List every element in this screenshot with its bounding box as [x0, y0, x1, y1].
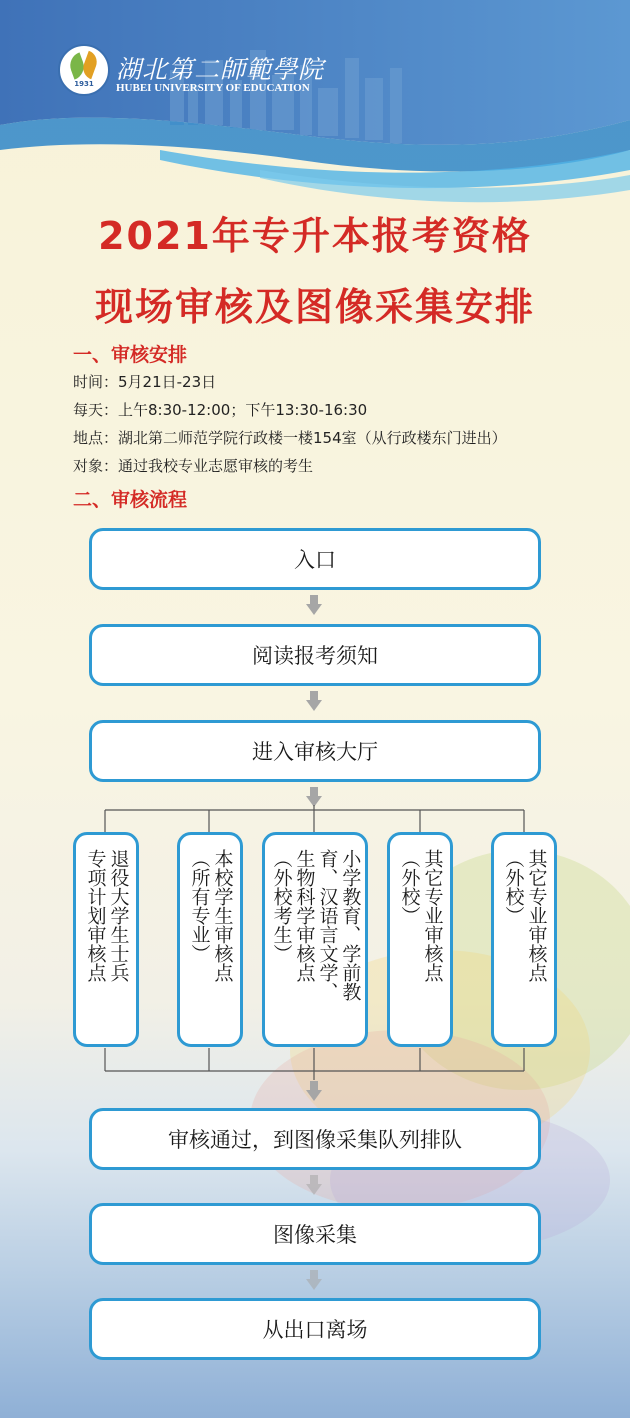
- title-line-1: 2021年专升本报考资格: [98, 214, 532, 258]
- review-point-text: （外校考生）: [270, 849, 293, 963]
- university-logo: [58, 44, 110, 96]
- review-point-text: 育、汉语言文学、: [316, 849, 339, 1001]
- flow-step-entrance: [89, 528, 541, 590]
- title-line-2: 现场审核及图像采集安排: [94, 285, 535, 329]
- review-point-veterans: [73, 832, 139, 1047]
- review-point-other-majors-2: [491, 832, 557, 1047]
- flow-step-read-notice: [89, 624, 541, 686]
- flow-step-enter-hall: [89, 720, 541, 782]
- section-2-heading: 二、审核流程: [73, 489, 188, 511]
- review-point-text: 本校学生审核点: [211, 849, 234, 982]
- review-point-text: 小学教育、学前教: [339, 849, 362, 1001]
- info-place: 地点：湖北第二师范学院行政楼一楼154室（从行政楼东门进出）: [73, 429, 507, 447]
- university-name-cn: 湖北第二師範學院: [116, 55, 325, 84]
- flow-arrow-icon: [306, 1081, 322, 1101]
- info-time: 时间：5月21日-23日: [73, 373, 217, 391]
- flow-step-entrance-label: 入口: [294, 548, 336, 572]
- flow-arrow-icon: [306, 1270, 322, 1290]
- review-point-text: （外校）: [502, 849, 525, 925]
- info-target: 对象：通过我校专业志愿审核的考生: [73, 457, 314, 475]
- section-1-heading: 一、审核安排: [73, 344, 188, 366]
- review-point-text: （所有专业）: [188, 849, 211, 963]
- flow-arrow-icon: [306, 1175, 322, 1195]
- review-point-text: 其它专业审核点: [421, 849, 444, 982]
- flow-step-image-capture: [89, 1203, 541, 1265]
- flow-step-enter-hall-label: 进入审核大厅: [252, 740, 378, 764]
- flow-step-image-capture-label: 图像采集: [273, 1223, 357, 1247]
- flow-step-passed-queue-label: 审核通过，到图像采集队列排队: [168, 1128, 462, 1152]
- flow-step-passed-queue: [89, 1108, 541, 1170]
- review-point-text: （外校）: [398, 849, 421, 925]
- university-name-en: HUBEI UNIVERSITY OF EDUCATION: [116, 82, 310, 94]
- flow-step-exit: [89, 1298, 541, 1360]
- review-point-text: 退役大学生士兵: [107, 849, 130, 982]
- flow-arrow-icon: [306, 787, 322, 807]
- review-point-text: 专项计划审核点: [84, 849, 107, 982]
- review-point-own-students: [177, 832, 243, 1047]
- review-point-other-majors-1: [387, 832, 453, 1047]
- flow-arrow-icon: [306, 595, 322, 615]
- flow-step-exit-label: 从出口离场: [262, 1318, 368, 1342]
- review-point-text: 生物科学审核点: [293, 849, 316, 982]
- header-banner: [0, 0, 630, 210]
- review-point-text: 其它专业审核点: [525, 849, 548, 982]
- logo-year: 1931: [74, 80, 94, 88]
- review-point-education-majors: [262, 832, 368, 1047]
- info-daily-hours: 每天：上午8:30-12:00；下午13:30-16:30: [73, 401, 368, 419]
- flow-arrow-icon: [306, 691, 322, 711]
- flow-step-read-notice-label: 阅读报考须知: [252, 644, 378, 668]
